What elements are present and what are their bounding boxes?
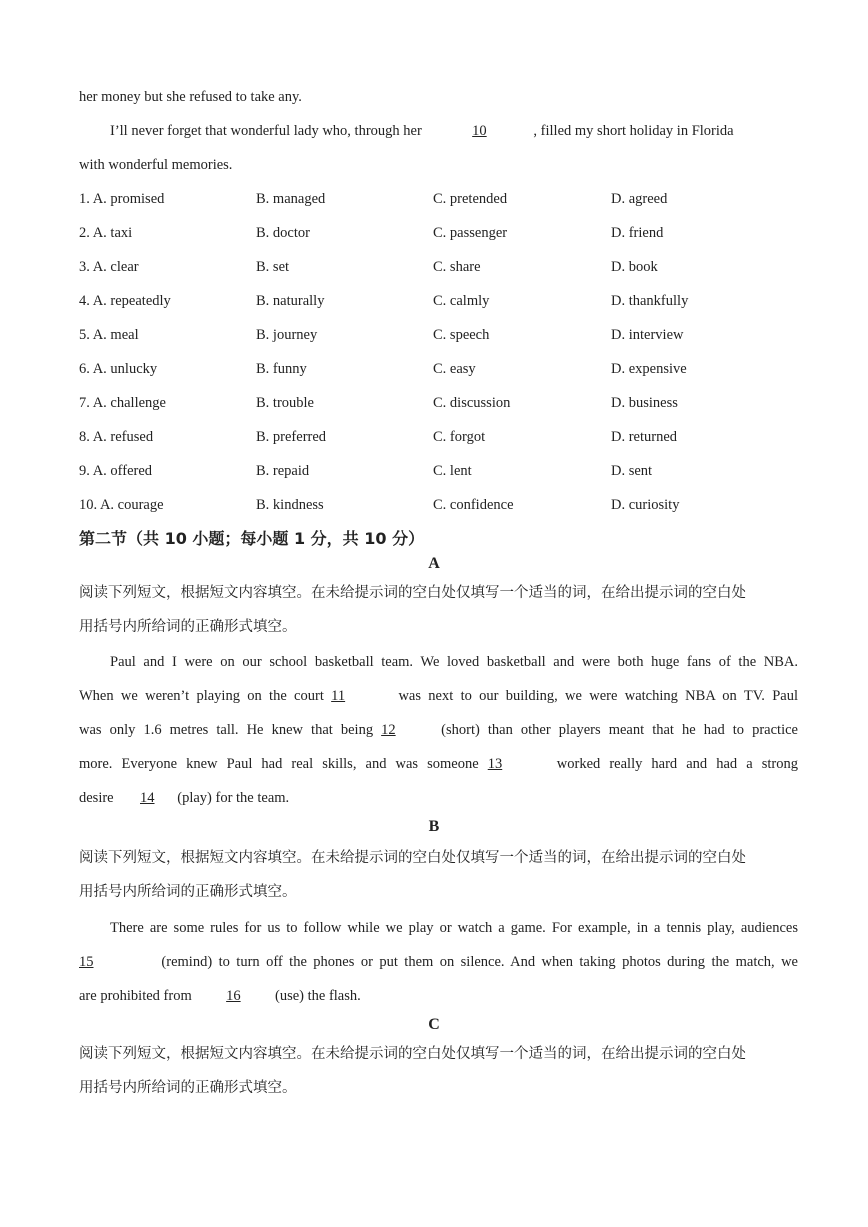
passage-text: worked really hard and had a strong: [547, 756, 798, 772]
option-b: B. doctor: [256, 225, 310, 241]
passage-text: When we weren’t playing on the court: [79, 688, 332, 704]
passage-text: Paul and I were on our school basketball team. We loved basketball and were both huge fans of the NBA.: [110, 654, 798, 670]
passage-line: [110, 121, 798, 141]
option-d: D. interview: [611, 327, 684, 343]
option-b: B. preferred: [256, 429, 327, 445]
option-b: B. repaid: [256, 463, 310, 479]
passage-line: [79, 720, 798, 740]
option-d: D. sent: [611, 463, 653, 479]
option-d: D. book: [611, 259, 658, 275]
option-a: 5. A. meal: [79, 327, 139, 343]
passage-text: (remind) to turn off the phones or put them on silence. And when taking photos during the match, we: [155, 954, 798, 970]
option-b: B. managed: [256, 191, 326, 207]
option-a: 8. A. refused: [79, 429, 154, 445]
option-b: B. naturally: [256, 293, 325, 309]
instructions-line: 用括号内所给词的正确形式填空。: [79, 884, 297, 900]
option-c: C. discussion: [433, 395, 511, 411]
option-a: 6. A. unlucky: [79, 361, 158, 377]
option-a: 3. A. clear: [79, 259, 139, 275]
option-b: B. set: [256, 259, 290, 275]
passage-line: [79, 952, 798, 972]
option-c: C. passenger: [433, 225, 508, 241]
option-c: C. lent: [433, 463, 472, 479]
passage-line: [79, 986, 798, 1006]
option-d: D. expensive: [611, 361, 687, 377]
passage-line: [79, 686, 798, 706]
option-c: C. forgot: [433, 429, 486, 445]
option-b: B. trouble: [256, 395, 314, 411]
passage-text: (play) for the team.: [177, 790, 290, 806]
option-d: D. business: [611, 395, 678, 411]
passage-text: There are some rules for us to follow while we play or watch a game. For example, in a tennis play, audiences: [110, 920, 798, 936]
option-row: [79, 461, 799, 481]
option-a: 10. A. courage: [79, 497, 164, 513]
passage-text: with wonderful memories.: [79, 157, 233, 173]
part-c-label: C: [428, 1016, 440, 1033]
blank-12: 12: [381, 722, 396, 738]
passage-line: [79, 788, 798, 808]
option-c: C. calmly: [433, 293, 490, 309]
passage-text: was only 1.6 metres tall. He knew that being: [79, 722, 382, 738]
passage-line: [79, 155, 798, 175]
part-a-label: A: [428, 555, 440, 572]
option-c: C. pretended: [433, 191, 508, 207]
instructions-line: 用括号内所给词的正确形式填空。: [79, 1080, 297, 1096]
option-c: C. easy: [433, 361, 476, 377]
option-d: D. curiosity: [611, 497, 680, 513]
passage-line: [110, 652, 798, 672]
option-row: [79, 291, 799, 311]
option-d: D. friend: [611, 225, 664, 241]
option-row: [79, 427, 799, 447]
option-c: C. confidence: [433, 497, 514, 513]
passage-text: more. Everyone knew Paul had real skills, and was someone: [79, 756, 488, 772]
passage-text: are prohibited from: [79, 988, 196, 1004]
option-b: B. funny: [256, 361, 307, 377]
blank-16: 16: [226, 988, 241, 1004]
option-a: 4. A. repeatedly: [79, 293, 171, 309]
passage-line: [79, 754, 798, 774]
option-row: [79, 223, 799, 243]
option-a: 2. A. taxi: [79, 225, 133, 241]
option-row: [79, 189, 799, 209]
option-a: 1. A. promised: [79, 191, 165, 207]
option-row: [79, 359, 799, 379]
passage-line: [79, 87, 798, 107]
option-row: [79, 495, 799, 515]
option-d: D. returned: [611, 429, 678, 445]
option-row: [79, 325, 799, 345]
blank-10: 10: [472, 123, 487, 139]
passage-text: (use) the flash.: [271, 988, 361, 1004]
blank-13: 13: [487, 756, 503, 772]
option-d: D. thankfully: [611, 293, 689, 309]
part-b-label: B: [428, 818, 440, 835]
option-row: [79, 393, 799, 413]
instructions-line: 阅读下列短文，根据短文内容填空。在未给提示词的空白处仅填写一个适当的词，在给出提示词的空白处: [79, 585, 746, 601]
instructions-line: 阅读下列短文，根据短文内容填空。在未给提示词的空白处仅填写一个适当的词，在给出提示词的空白处: [79, 1046, 746, 1062]
passage-text: her money but she refused to take any.: [79, 89, 302, 105]
option-d: D. agreed: [611, 191, 668, 207]
passage-text: was next to our building, we were watching NBA on TV. Paul: [391, 688, 798, 704]
option-a: 7. A. challenge: [79, 395, 166, 411]
blank-14: 14: [140, 790, 155, 806]
passage-line: [110, 918, 798, 938]
option-c: C. speech: [433, 327, 490, 343]
option-a: 9. A. offered: [79, 463, 153, 479]
passage-text: I’ll never forget that wonderful lady who, through her: [110, 123, 426, 139]
section-title: 第二节（共 10 小题；每小题 1 分，共 10 分）: [79, 529, 425, 548]
option-row: [79, 257, 799, 277]
passage-text: (short) than other players meant that he had to practice: [441, 722, 798, 738]
option-b: B. journey: [256, 327, 318, 343]
instructions-line: 阅读下列短文，根据短文内容填空。在未给提示词的空白处仅填写一个适当的词，在给出提示词的空白处: [79, 850, 746, 866]
blank-15: 15: [79, 954, 94, 970]
blank-11: 11: [331, 688, 346, 704]
instructions-line: 用括号内所给词的正确形式填空。: [79, 619, 297, 635]
passage-text: , filled my short holiday in Florida: [533, 123, 734, 139]
option-b: B. kindness: [256, 497, 324, 513]
option-c: C. share: [433, 259, 481, 275]
passage-text: desire: [79, 790, 118, 806]
